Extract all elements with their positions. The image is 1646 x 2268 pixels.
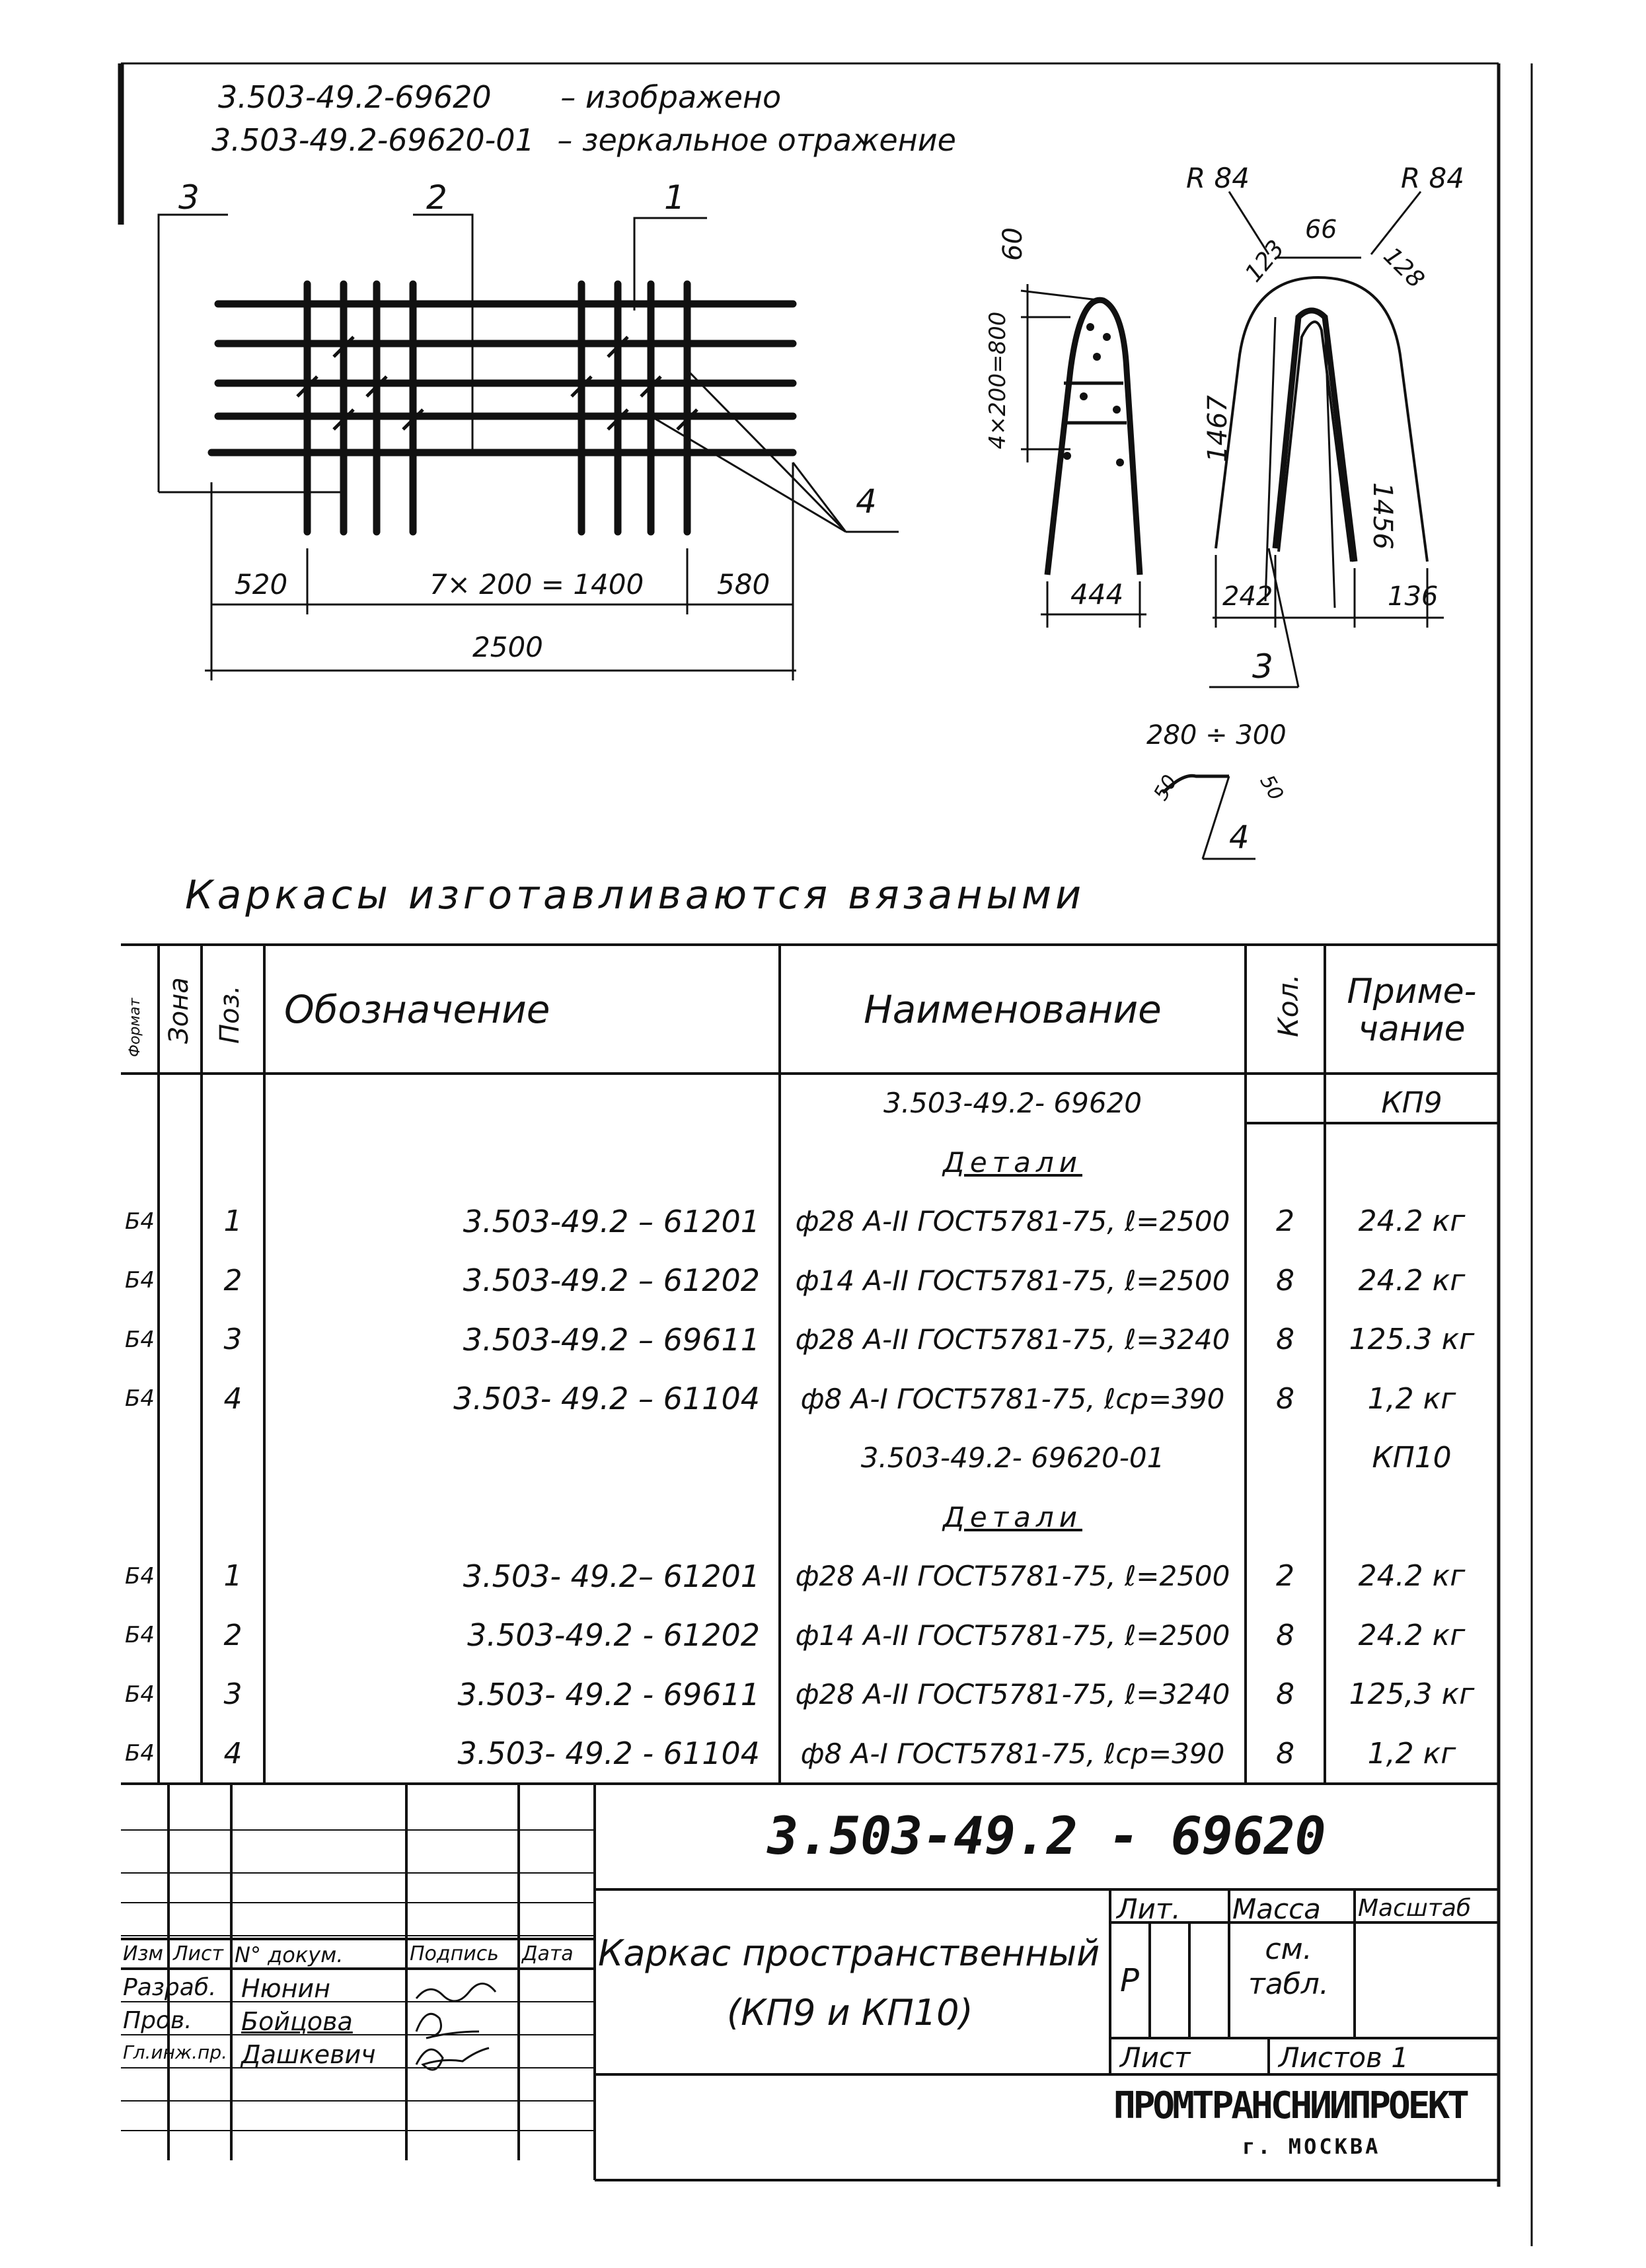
side-dim-vertical: 4×200=800 [985,311,1011,449]
dim-right: 580 [717,568,770,601]
row-note: 24.2 кг [1358,1263,1466,1298]
row-quantity: 8 [1276,1736,1294,1771]
section-b: 128 [1378,242,1430,294]
tb-header-date: Дата [522,1942,574,1965]
row-quantity: 8 [1276,1323,1294,1357]
row-note: 125,3 кг [1349,1677,1475,1712]
hook-right: 50 [1255,771,1288,805]
row-designation: 3.503-49.2 - 61202 [467,1617,760,1654]
row-note: КП10 [1372,1441,1452,1475]
header-name: Наименование [864,986,1162,1032]
tb-header-izm: Изм [123,1942,164,1965]
section-bottom-left: 242 [1222,581,1273,612]
tb-lit-label: Лит. [1117,1893,1181,1925]
row-name: ф14 А-II ГОСТ5781-75, ℓ=2500 [795,1264,1230,1297]
tb-title-line2: (КП9 и КП10) [727,1992,973,2033]
section-label: 3 [1252,647,1273,686]
signature-chief [416,2048,489,2070]
tb-title-line1: Каркас пространственный [598,1932,1100,1974]
header-note: Приме- чание [1347,971,1477,1049]
row-position: 3 [223,1677,243,1712]
tb-scale-label: Масштаб [1358,1895,1472,1922]
row-position: 2 [223,1263,243,1298]
tb-name-checker: Бойцова [241,2007,353,2036]
pos-label-1: 1 [664,178,685,217]
section-r-right: R 84 [1401,162,1464,194]
row-designation: 3.503- 49.2– 61201 [463,1558,760,1594]
row-position: 4 [223,1381,243,1416]
section-a: 123 [1240,235,1291,287]
designation-note-2: – зеркальное отражение [557,122,956,158]
tb-role-chief: Гл.инж.пр. [123,2041,228,2063]
header-qty: Кол. [1272,974,1304,1037]
row-name: Детали [943,1500,1082,1533]
dim-left: 520 [235,568,288,601]
row-position: 4 [223,1736,243,1771]
row-designation: 3.503-49.2 – 69611 [463,1321,760,1358]
row-name: ф8 А-I ГОСТ5781-75, ℓср=390 [800,1737,1225,1770]
row-quantity: 2 [1276,1559,1294,1593]
hook-left: 50 [1149,771,1182,805]
row-designation: 3.503- 49.2 – 61104 [453,1381,760,1417]
tb-name-developer: Нюнин [241,1974,330,2003]
dim-total: 2500 [472,631,543,663]
row-quantity: 8 [1276,1618,1294,1652]
row-format: Б4 [125,1385,155,1412]
row-format: Б4 [125,1267,155,1294]
row-designation: 3.503- 49.2 - 61104 [457,1736,760,1772]
hook-range: 280 ÷ 300 [1146,720,1287,750]
row-designation: 3.503-49.2 – 61202 [463,1262,760,1299]
tb-lit-value: Р [1120,1962,1139,1999]
section-r-left: R 84 [1186,162,1250,194]
tb-sheet-label: Лист [1120,2041,1191,2074]
row-name: ф28 А-II ГОСТ5781-75, ℓ=2500 [795,1560,1230,1593]
row-name: ф28 А-II ГОСТ5781-75, ℓ=3240 [795,1323,1230,1356]
row-position: 1 [223,1559,243,1593]
row-format: Б4 [125,1681,155,1708]
row-quantity: 2 [1276,1204,1294,1239]
designation-code-2: 3.503-49.2-69620-01 [211,122,535,158]
row-name: ф14 А-II ГОСТ5781-75, ℓ=2500 [795,1619,1230,1652]
row-quantity: 8 [1276,1263,1294,1298]
row-position: 1 [223,1204,243,1239]
tb-header-list: Лист [173,1942,224,1965]
tb-org: ПРОМТРАНСНИИПРОЕКТ [1113,2084,1467,2127]
tb-header-docno: N° докум. [235,1942,344,1967]
fabrication-note: Каркасы изготавливаются вязаными [185,872,1086,918]
tb-role-developer: Разраб. [123,1974,217,2001]
row-note: 1,2 кг [1367,1381,1456,1416]
row-quantity: 8 [1276,1677,1294,1712]
section-right-h: 1456 [1367,482,1398,550]
row-format: Б4 [125,1622,155,1649]
designation-note-1: – изображено [560,79,782,115]
row-note: 24.2 кг [1358,1559,1466,1593]
row-name: ф28 А-II ГОСТ5781-75, ℓ=3240 [795,1678,1230,1711]
row-position: 2 [223,1618,243,1652]
row-format: Б4 [125,1562,155,1590]
side-dim-top: 60 [998,227,1028,261]
tb-city: г. МОСКВА [1242,2134,1381,2159]
row-note: 24.2 кг [1358,1618,1466,1652]
row-designation: 3.503- 49.2 - 69611 [457,1676,760,1712]
pos-label-2: 2 [426,178,447,217]
header-zone: Зона [164,977,194,1044]
pos-label-3: 3 [178,178,200,217]
section-left-h: 1467 [1203,395,1233,462]
tb-name-chief: Дашкевич [241,2040,376,2069]
signature-developer [416,1984,496,2001]
row-note: 125.3 кг [1349,1323,1475,1357]
tb-sheets-label: Листов 1 [1279,2041,1409,2074]
header-pos: Поз. [215,985,245,1044]
row-format: Б4 [125,1326,155,1353]
row-name: 3.503-49.2- 69620-01 [860,1442,1165,1475]
pos-label-4: 4 [856,482,877,521]
row-note: КП9 [1381,1086,1442,1120]
section-top: 66 [1305,215,1337,244]
row-position: 3 [223,1323,243,1357]
designation-code-1: 3.503-49.2-69620 [218,79,492,115]
row-format: Б4 [125,1740,155,1767]
row-note: 24.2 кг [1358,1204,1466,1239]
row-name: ф8 А-I ГОСТ5781-75, ℓср=390 [800,1382,1225,1415]
doc-code: 3.503-49.2 - 69620 [767,1807,1326,1866]
tb-header-sign: Подпись [410,1942,499,1965]
row-name: Детали [943,1146,1082,1179]
tb-mass-label: Масса [1232,1893,1321,1925]
side-dim-bottom: 444 [1070,578,1124,610]
signature-checker [416,2014,479,2038]
row-name: 3.503-49.2- 69620 [883,1087,1142,1120]
tb-role-checker: Пров. [123,2007,192,2034]
row-designation: 3.503-49.2 – 61201 [463,1203,760,1239]
row-format: Б4 [125,1208,155,1235]
hook-label: 4 [1229,819,1250,856]
header-format: Формат [127,998,143,1057]
section-bottom-right: 136 [1388,581,1439,612]
dim-middle: 7× 200 = 1400 [430,568,644,601]
row-note: 1,2 кг [1367,1736,1456,1771]
row-quantity: 8 [1276,1381,1294,1416]
row-name: ф28 А-II ГОСТ5781-75, ℓ=2500 [795,1205,1230,1238]
tb-mass-value: см. табл. [1248,1932,1329,2001]
header-designation: Обозначение [284,986,550,1032]
